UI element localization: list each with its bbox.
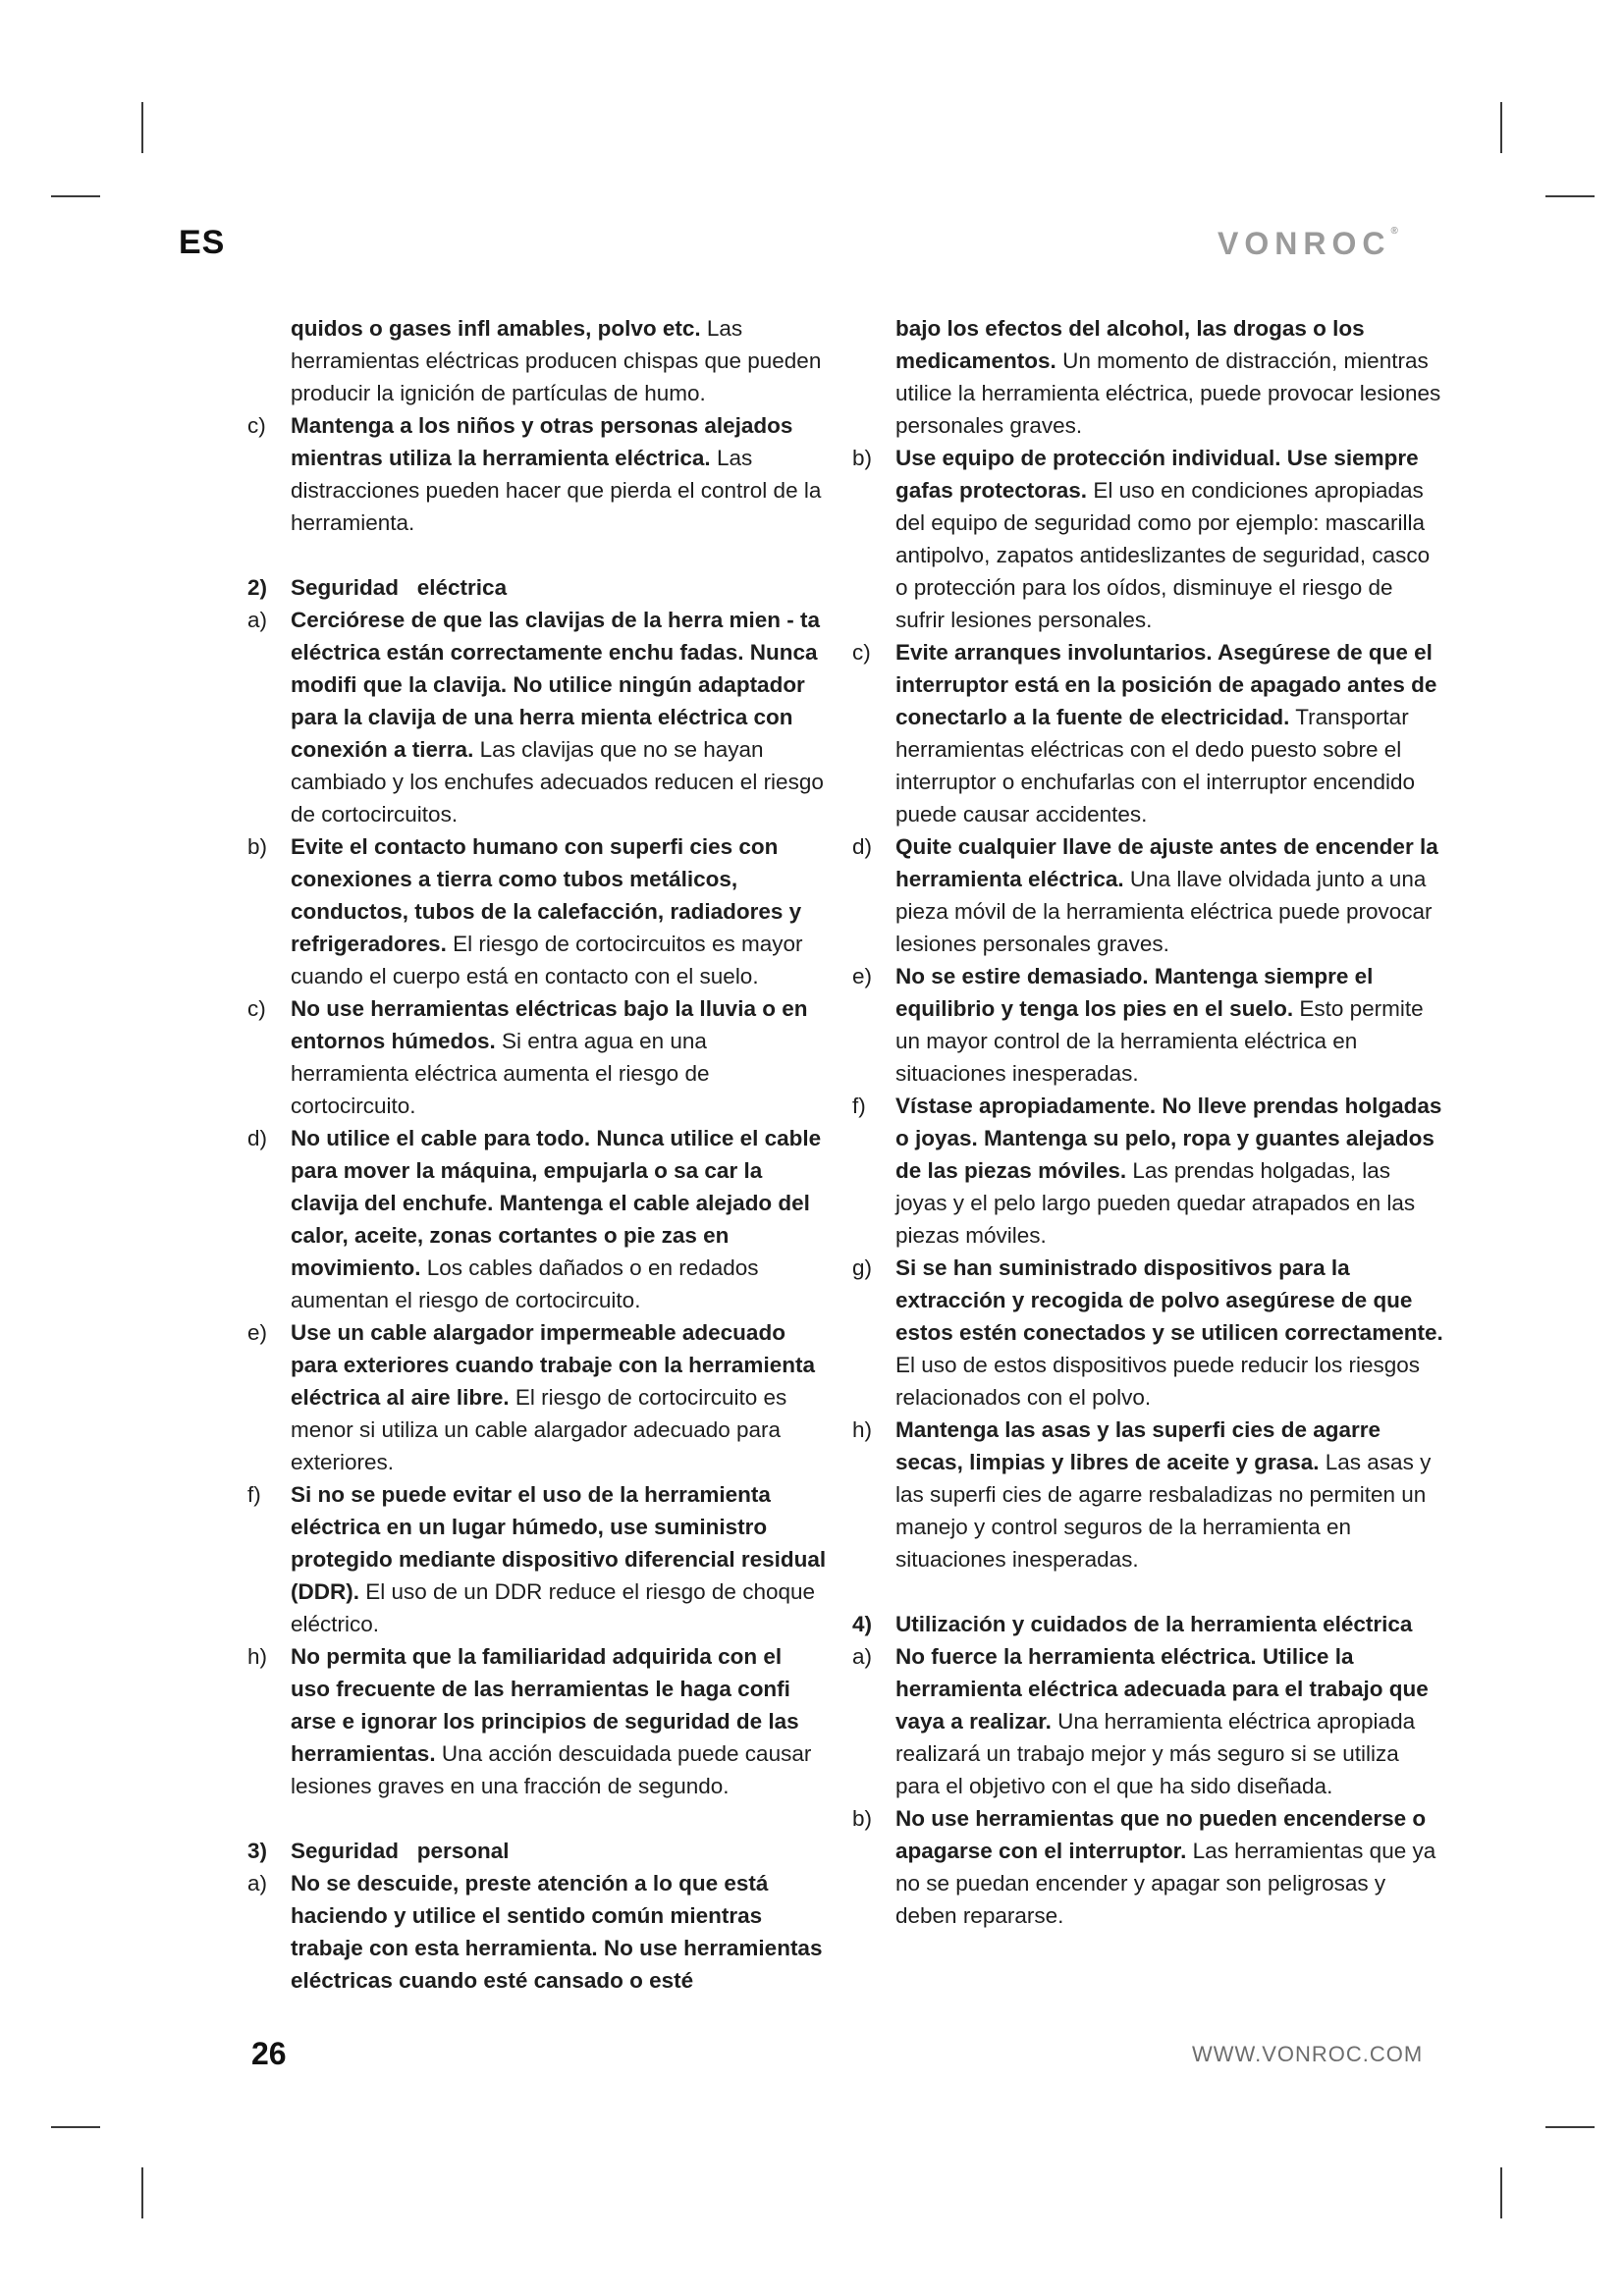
crop-mark xyxy=(141,2167,143,2218)
list-item: a) No se descuide, preste atención a lo que está haciendo y utilice el sentido común mientras trabaje con esta herramienta. No use herramientas eléctricas cuando esté cansado o esté xyxy=(247,1871,823,1993)
list-item: a) Cerciórese de que las clavijas de la herra mien - ta eléctrica están correctamente enchu fadas. Nunca modifi que la clavija. No utilice ningún adaptador para la clavija de una herra mienta eléctrica con conexión a tierra. Las clavijas que no se hayan cambiado y los enchufes adecuados reducen el riesgo de cortocircuitos. xyxy=(247,608,824,827)
crop-mark xyxy=(1500,102,1502,153)
crop-mark xyxy=(51,195,100,197)
right-column xyxy=(852,312,1446,1932)
continued-paragraph: quidos o gases infl amables, polvo etc. Las herramientas eléctricas producen chispas que pueden producir la ignición de partículas de humo. xyxy=(291,316,822,405)
list-item: b) Evite el contacto humano con superfi cies con conexiones a tierra como tubos metálicos, conductos, tubos de la calefacción, radiadores y refrigeradores. El riesgo de cortocircuitos es mayor cuando el cuerpo está en contacto con el suelo. xyxy=(247,834,803,988)
section-heading-personal: 3) Seguridad personal xyxy=(247,1839,510,1863)
list-item: e) Use un cable alargador impermeable adecuado para exteriores cuando trabaje con la herramienta eléctrica al aire libre. El riesgo de cortocircuito es menor si utiliza un cable alargador adecuado para exteriores. xyxy=(247,1320,815,1474)
left-column xyxy=(247,312,827,1997)
list-item: c) Evite arranques involuntarios. Asegúrese de que el interruptor está en la posición de apagado antes de conectarlo a la fuente de electricidad. Transportar herramientas eléctricas con el dedo puesto sobre el interruptor o enchufarlas con el interruptor encendido puede causar accidentes. xyxy=(852,640,1437,827)
crop-mark xyxy=(51,2126,100,2128)
crop-mark xyxy=(141,102,143,153)
list-item: g) Si se han suministrado dispositivos para la extracción y recogida de polvo asegúrese de que estos estén conectados y se utilicen correctamente. El uso de estos dispositivos puede reducir los riesgos relacionados con el polvo. xyxy=(852,1255,1443,1410)
language-code: ES xyxy=(179,224,226,261)
page-number: 26 xyxy=(251,2036,287,2071)
website-url: WWW.VONROC.COM xyxy=(1192,2042,1424,2066)
crop-mark xyxy=(1500,2167,1502,2218)
section-heading-electrical: 2) Seguridad eléctrica xyxy=(247,575,508,600)
list-item: b) No use herramientas que no pueden encenderse o apagarse con el interruptor. Las herramientas que ya no se puedan encender y apagar son peligrosas y deben repararse. xyxy=(852,1806,1436,1928)
brand-logo xyxy=(1218,226,1398,262)
crop-mark xyxy=(1545,195,1595,197)
continued-paragraph: bajo los efectos del alcohol, las drogas o los medicamentos. Un momento de distracción, mientras utilice la herramienta eléctrica, puede provocar lesiones personales graves. xyxy=(895,316,1441,438)
list-item: h) No permita que la familiaridad adquirida con el uso frecuente de las herramientas le haga confi arse e ignorar los principios de seguridad de las herramientas. Una acción descuidada puede causar lesiones graves en una fracción de segundo. xyxy=(247,1644,812,1798)
list-item: a) No fuerce la herramienta eléctrica. Utilice la herramienta eléctrica adecuada para el trabajo que vaya a realizar. Una herramienta eléctrica apropiada realizará un trabajo mejor y más seguro si se utiliza para el objetivo con el que ha sido diseñada. xyxy=(852,1644,1429,1798)
list-item: d) Quite cualquier llave de ajuste antes de encender la herramienta eléctrica. Una llave olvidada junto a una pieza móvil de la herramienta eléctrica puede provocar lesiones personales graves. xyxy=(852,834,1438,956)
registered-mark: ® xyxy=(1390,226,1398,237)
list-item: b) Use equipo de protección individual. Use siempre gafas protectoras. El uso en condiciones apropiadas del equipo de seguridad como por ejemplo: mascarilla antipolvo, zapatos antideslizantes de seguridad, casco o protección para los oídos, disminuye el riesgo de sufrir lesiones personales. xyxy=(852,446,1431,632)
list-item: f) Vístase apropiadamente. No lleve prendas holgadas o joyas. Mantenga su pelo, ropa y guantes alejados de las piezas móviles. Las prendas holgadas, las joyas y el pelo largo pueden quedar atrapados en las piezas móviles. xyxy=(852,1094,1442,1248)
section-heading-tool-use: 4) Utilización y cuidados de la herramienta eléctrica xyxy=(852,1612,1413,1636)
list-item: e) No se estire demasiado. Mantenga siempre el equilibrio y tenga los pies en el suelo. Esto permite un mayor control de la herramienta eléctrica en situaciones inesperadas. xyxy=(852,964,1424,1086)
list-item: d) No utilice el cable para todo. Nunca utilice el cable para mover la máquina, empujarla o sa car la clavija del enchufe. Mantenga el cable alejado del calor, aceite, zonas cortantes o pie zas en movimiento. Los cables dañados o en redados aumentan el riesgo de cortocircuito. xyxy=(247,1126,822,1312)
list-item: c) No use herramientas eléctricas bajo la lluvia o en entornos húmedos. Si entra agua en una herramienta eléctrica aumenta el riesgo de cortocircuito. xyxy=(247,996,808,1118)
crop-mark xyxy=(1545,2126,1595,2128)
list-item: f) Si no se puede evitar el uso de la herramienta eléctrica en un lugar húmedo, use suministro protegido mediante dispositivo diferencial residual (DDR). El uso de un DDR reduce el riesgo de choque eléctrico. xyxy=(247,1482,827,1636)
brand-name: VONROC xyxy=(1218,226,1391,261)
list-item: c) Mantenga a los niños y otras personas alejados mientras utiliza la herramienta eléctrica. Las distracciones pueden hacer que pierda el control de la herramienta. xyxy=(247,413,822,535)
list-item: h) Mantenga las asas y las superfi cies de agarre secas, limpias y libres de aceite y grasa. Las asas y las superfi cies de agarre resbaladizas no permiten un manejo y control seguros de la herramienta en situaciones inesperadas. xyxy=(852,1417,1432,1572)
